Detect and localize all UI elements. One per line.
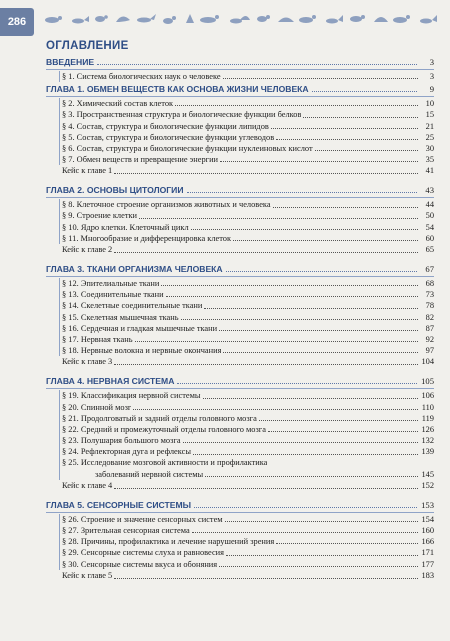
leader-dots xyxy=(273,207,418,208)
toc-entry[interactable] xyxy=(62,109,434,120)
leader-dots xyxy=(225,521,418,522)
toc-items xyxy=(59,71,434,82)
toc-entry-label: § 5. Состав, структура и биологические функции углеводов xyxy=(62,132,275,142)
toc-entry-label: § 20. Спинной мозг xyxy=(62,402,132,412)
toc-entry-page: 50 xyxy=(425,211,434,221)
toc-entry-page: 25 xyxy=(425,132,434,142)
leader-dots xyxy=(203,398,418,399)
chapter-heading[interactable] xyxy=(46,501,434,513)
page-number: 286 xyxy=(0,8,34,36)
leader-dots xyxy=(312,91,417,92)
toc-entry-page: 106 xyxy=(421,391,434,401)
leader-dots xyxy=(194,507,417,508)
toc-entry-label: § 8. Клеточное строение организмов животных и человека xyxy=(62,200,271,210)
toc-entry[interactable] xyxy=(62,199,434,210)
leader-dots xyxy=(187,192,417,193)
leader-dots xyxy=(114,173,418,174)
toc-section-chapter-1 xyxy=(46,85,434,177)
toc-entry[interactable] xyxy=(62,446,434,457)
toc-entry-page: 145 xyxy=(421,469,434,479)
case-label: Кейс к главе 4 xyxy=(62,480,113,490)
toc-items xyxy=(59,199,434,244)
toc-entry[interactable] xyxy=(62,154,434,165)
toc-entry[interactable] xyxy=(62,121,434,132)
leader-dots xyxy=(139,218,418,219)
toc-entry[interactable] xyxy=(62,312,434,323)
toc-entry-page: 166 xyxy=(421,537,434,547)
toc-entry-page: 78 xyxy=(425,301,434,311)
toc-entry-label: § 6. Состав, структура и биологические функции нуклеиновых кислот xyxy=(62,143,313,153)
chapter-heading-page: 43 xyxy=(425,185,434,196)
toc-entry[interactable] xyxy=(62,402,434,413)
toc-entry-label: § 15. Скелетная мышечная ткань xyxy=(62,312,179,322)
chapter-case-entry[interactable] xyxy=(62,356,434,368)
toc-entry[interactable] xyxy=(62,233,434,244)
toc-entry[interactable] xyxy=(62,98,434,109)
toc-entry-label: § 17. Нервная ткань xyxy=(62,334,133,344)
leader-dots xyxy=(219,566,418,567)
toc-entry[interactable] xyxy=(62,300,434,311)
toc-entry-page: 21 xyxy=(425,121,434,131)
toc-entry-page: 139 xyxy=(421,447,434,457)
toc-entry-page: 30 xyxy=(425,143,434,153)
chapter-heading-page: 67 xyxy=(425,264,434,275)
toc-entry-label: § 4. Состав, структура и биологические функции липидов xyxy=(62,121,269,131)
toc-entry-label: § 18. Нервные волокна и нервные окончания xyxy=(62,346,222,356)
leader-dots xyxy=(233,240,418,241)
case-page: 65 xyxy=(425,245,434,255)
toc-entry[interactable] xyxy=(62,143,434,154)
leader-dots xyxy=(166,296,418,297)
chapter-heading[interactable] xyxy=(46,58,434,70)
chapter-case-entry[interactable] xyxy=(62,244,434,256)
leader-dots xyxy=(223,78,418,79)
leader-dots xyxy=(226,271,417,272)
case-page: 41 xyxy=(425,166,434,176)
toc-entry-label: § 14. Скелетные соединительные ткани xyxy=(62,301,203,311)
toc-entry[interactable] xyxy=(62,211,434,222)
toc-entry-label: § 25. Исследование мозговой активности и профилактика xyxy=(62,458,268,468)
leader-dots xyxy=(177,383,417,384)
toc-section-chapter-3 xyxy=(46,265,434,368)
toc-entry-page: 3 xyxy=(429,71,434,81)
case-label: Кейс к главе 2 xyxy=(62,245,113,255)
leader-dots xyxy=(271,128,418,129)
chapter-heading[interactable] xyxy=(46,186,434,198)
toc-entry-label: § 10. Ядро клетки. Клеточный цикл xyxy=(62,222,189,232)
toc-entry-label: § 22. Средний и промежуточный отделы головного мозга xyxy=(62,424,266,434)
case-label: Кейс к главе 3 xyxy=(62,357,113,367)
chapter-heading-label: ГЛАВА 2. ОСНОВЫ ЦИТОЛОГИИ xyxy=(46,185,184,196)
leader-dots xyxy=(219,330,418,331)
toc-entry-continuation[interactable] xyxy=(62,469,434,480)
toc-entry-page: 97 xyxy=(425,346,434,356)
leader-dots xyxy=(315,150,418,151)
chapter-heading-page: 3 xyxy=(429,57,434,67)
toc-items xyxy=(59,514,434,570)
toc-entry-page: 68 xyxy=(425,279,434,289)
toc-entry-page: 132 xyxy=(421,436,434,446)
leader-dots xyxy=(114,364,418,365)
toc-entry-label: § 3. Пространственная структура и биологические функции белков xyxy=(62,110,302,120)
toc-entry-label: § 1. Система биологических наук о человеке xyxy=(62,71,221,81)
toc-entry[interactable] xyxy=(62,334,434,345)
toc-items xyxy=(59,98,434,165)
toc-entry-label: § 27. Зрительная сенсорная система xyxy=(62,526,190,536)
toc-entry[interactable] xyxy=(62,222,434,233)
chapter-heading[interactable] xyxy=(46,85,434,97)
toc-entry-page: 119 xyxy=(421,413,434,423)
toc-entry-page: 35 xyxy=(425,155,434,165)
toc-items xyxy=(59,278,434,356)
leader-dots xyxy=(220,161,418,162)
case-label: Кейс к главе 5 xyxy=(62,570,113,580)
toc-entry-page: 110 xyxy=(421,402,434,412)
toc-section-chapter-4 xyxy=(46,377,434,492)
case-page: 183 xyxy=(421,570,434,580)
toc-entry-page: 171 xyxy=(421,548,434,558)
chapter-case-entry[interactable] xyxy=(62,480,434,492)
leader-dots xyxy=(191,229,418,230)
toc-entry[interactable] xyxy=(62,132,434,143)
leader-dots xyxy=(226,555,418,556)
toc-entry[interactable] xyxy=(62,536,434,547)
toc-entry-page: 54 xyxy=(425,222,434,232)
toc-entry-page: 87 xyxy=(425,323,434,333)
chapter-case-entry[interactable] xyxy=(62,570,434,582)
table-of-contents xyxy=(46,38,434,582)
toc-entry-label: § 28. Причины, профилактика и лечение нарушений зрения xyxy=(62,537,275,547)
toc-entry-label: § 23. Полушария большого мозга xyxy=(62,436,181,446)
toc-title: ОГЛАВЛЕНИЕ xyxy=(46,40,129,52)
leader-dots xyxy=(135,341,418,342)
toc-entry[interactable] xyxy=(62,424,434,435)
leader-dots xyxy=(276,543,418,544)
chapter-heading[interactable] xyxy=(46,265,434,277)
toc-entry[interactable] xyxy=(62,71,434,82)
animal-silhouettes-decoration xyxy=(40,10,440,28)
leader-dots xyxy=(192,532,418,533)
toc-entry-page: 60 xyxy=(425,233,434,243)
leader-dots xyxy=(183,442,418,443)
chapter-heading-page: 9 xyxy=(429,84,434,95)
leader-dots xyxy=(223,352,418,353)
toc-entry-label: § 19. Классификация нервной системы xyxy=(62,391,201,401)
leader-dots xyxy=(114,252,418,253)
toc-entry-first-line[interactable] xyxy=(62,458,434,469)
toc-entry[interactable] xyxy=(62,390,434,401)
chapter-heading-label: ГЛАВА 1. ОБМЕН ВЕЩЕСТВ КАК ОСНОВА ЖИЗНИ ЧЕЛОВЕКА xyxy=(46,84,309,95)
toc-section-chapter-5 xyxy=(46,501,434,582)
toc-items xyxy=(59,390,434,480)
leader-dots xyxy=(161,285,418,286)
leader-dots xyxy=(204,308,418,309)
leader-dots xyxy=(175,105,418,106)
toc-entry-label: § 26. Строение и значение сенсорных систем xyxy=(62,514,223,524)
case-label: Кейс к главе 1 xyxy=(62,166,113,176)
toc-entry-page: 154 xyxy=(421,514,434,524)
chapter-heading-label: ВВЕДЕНИЕ xyxy=(46,57,95,67)
toc-entry-label: § 12. Эпителиальные ткани xyxy=(62,279,160,289)
toc-entry-label: § 7. Обмен веществ и превращение энергии xyxy=(62,155,219,165)
leader-dots xyxy=(181,319,418,320)
toc-entry-label: § 11. Многообразие и дифференцировка клеток xyxy=(62,233,232,243)
toc-entry-page: 15 xyxy=(425,110,434,120)
leader-dots xyxy=(268,431,418,432)
toc-entry-page: 44 xyxy=(425,200,434,210)
leader-dots xyxy=(276,139,418,140)
toc-entry-label: § 13. Соединительные ткани xyxy=(62,290,164,300)
case-page: 104 xyxy=(421,357,434,367)
leader-dots xyxy=(97,64,417,65)
toc-entry-label-continued: заболеваний нервной системы xyxy=(95,469,204,479)
toc-entry-label: § 24. Рефлекторная дуга и рефлексы xyxy=(62,447,191,457)
toc-entry[interactable] xyxy=(62,514,434,525)
chapter-heading-page: 153 xyxy=(421,499,434,510)
animal-silhouettes-icon xyxy=(40,10,440,28)
toc-entry-page: 73 xyxy=(425,290,434,300)
chapter-heading-label: ГЛАВА 4. НЕРВНАЯ СИСТЕМА xyxy=(46,376,175,387)
toc-entry[interactable] xyxy=(62,547,434,558)
toc-entry[interactable] xyxy=(62,345,434,356)
chapter-heading[interactable] xyxy=(46,377,434,389)
toc-section-intro xyxy=(46,58,434,82)
toc-entry[interactable] xyxy=(62,278,434,289)
toc-entry-page: 92 xyxy=(425,334,434,344)
toc-entry[interactable] xyxy=(62,525,434,536)
chapter-case-entry[interactable] xyxy=(62,165,434,177)
leader-dots xyxy=(259,420,418,421)
case-page: 152 xyxy=(421,480,434,490)
toc-entry-page: 10 xyxy=(425,99,434,109)
chapter-heading-label: ГЛАВА 5. СЕНСОРНЫЕ СИСТЕМЫ xyxy=(46,499,192,510)
toc-entry-label: § 30. Сенсорные системы вкуса и обоняния xyxy=(62,559,218,569)
leader-dots xyxy=(303,117,418,118)
toc-entry[interactable] xyxy=(62,413,434,424)
toc-section-chapter-2 xyxy=(46,186,434,256)
toc-entry-label: § 16. Сердечная и гладкая мышечные ткани xyxy=(62,323,218,333)
chapter-heading-label: ГЛАВА 3. ТКАНИ ОРГАНИЗМА ЧЕЛОВЕКА xyxy=(46,264,223,275)
toc-entry[interactable] xyxy=(62,559,434,570)
leader-dots xyxy=(133,409,418,410)
chapter-heading-page: 105 xyxy=(421,376,434,387)
toc-entry-label: § 9. Строение клетки xyxy=(62,211,138,221)
leader-dots xyxy=(205,476,418,477)
toc-entry-label: § 21. Продолговатый и задний отделы головного мозга xyxy=(62,413,257,423)
toc-entry[interactable] xyxy=(62,323,434,334)
toc-entry-page: 82 xyxy=(425,312,434,322)
toc-entry-page: 160 xyxy=(421,526,434,536)
toc-entry-page: 126 xyxy=(421,424,434,434)
toc-entry-label: § 2. Химический состав клеток xyxy=(62,99,174,109)
toc-entry-page: 177 xyxy=(421,559,434,569)
toc-entry[interactable] xyxy=(62,435,434,446)
toc-entry-label: § 29. Сенсорные системы слуха и равновесия xyxy=(62,548,225,558)
leader-dots xyxy=(193,454,418,455)
leader-dots xyxy=(114,578,418,579)
toc-entry[interactable] xyxy=(62,289,434,300)
leader-dots xyxy=(114,488,418,489)
